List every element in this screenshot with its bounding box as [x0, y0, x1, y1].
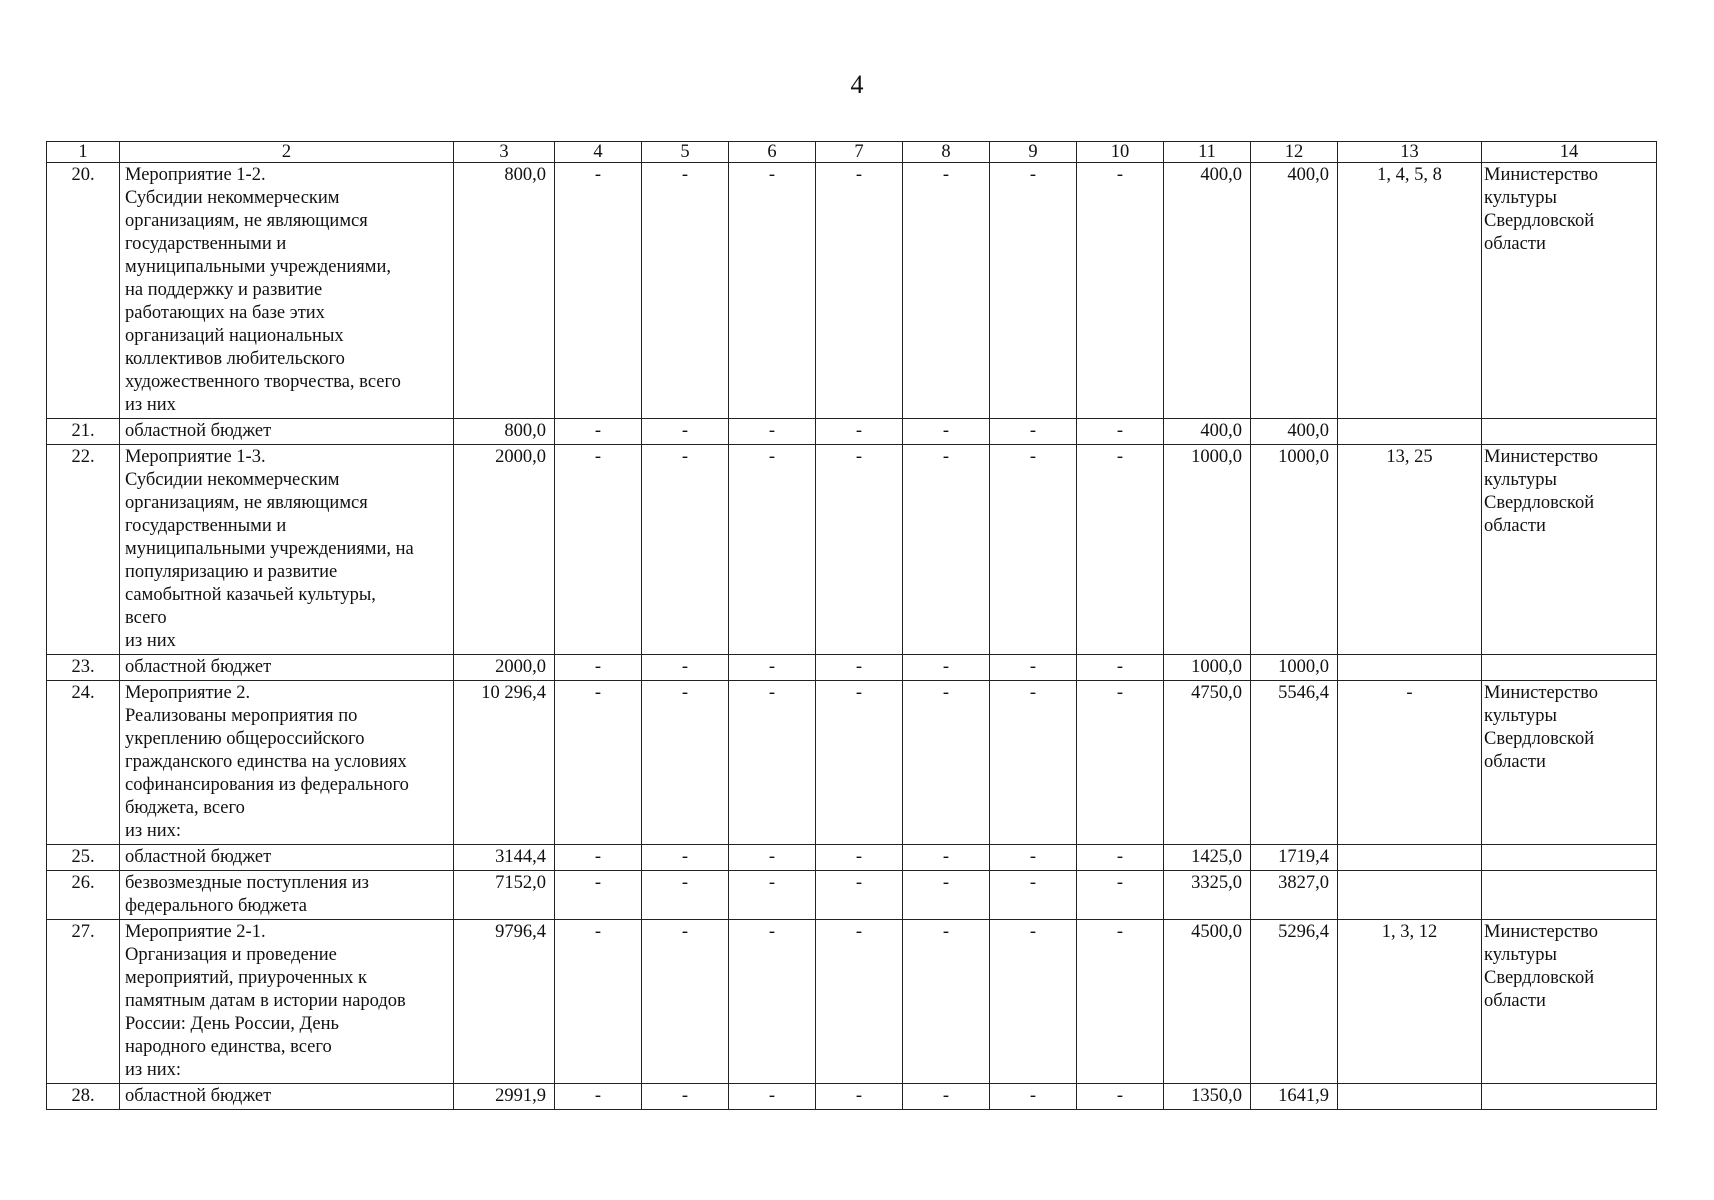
responsible-line: Свердловской [1484, 968, 1595, 988]
description-cell [120, 1084, 454, 1110]
col9-cell: - [990, 871, 1077, 920]
col11-cell: 3325,0 [1164, 871, 1251, 920]
column-header: 1 [47, 142, 120, 163]
targets-cell [1338, 1084, 1482, 1110]
col10-cell: - [1077, 1084, 1164, 1110]
col7-cell: - [816, 845, 903, 871]
table-row [47, 681, 1657, 845]
col9-cell: - [990, 445, 1077, 655]
col5-cell: - [642, 655, 729, 681]
col7-cell: - [816, 163, 903, 419]
description-line: бюджета, всего [125, 798, 245, 818]
page-number: 4 [850, 70, 864, 99]
total-cell: 7152,0 [454, 871, 555, 920]
row-number-cell: 23. [47, 655, 120, 681]
col11-cell: 1000,0 [1164, 655, 1251, 681]
col6-cell: - [729, 419, 816, 445]
description-cell [120, 163, 454, 419]
responsible-line: области [1484, 752, 1546, 772]
col11-cell: 4500,0 [1164, 920, 1251, 1084]
col12-cell: 400,0 [1251, 163, 1338, 419]
col7-cell: - [816, 1084, 903, 1110]
description-line: областной бюджет [125, 1086, 272, 1106]
col9-cell: - [990, 920, 1077, 1084]
table-row [47, 920, 1657, 1084]
col4-cell: - [555, 871, 642, 920]
col12-cell: 1000,0 [1251, 655, 1338, 681]
responsible-cell [1482, 871, 1657, 920]
col5-cell: - [642, 1084, 729, 1110]
targets-cell: 1, 3, 12 [1338, 920, 1482, 1084]
description-line: государственными и [125, 516, 287, 536]
col10-cell: - [1077, 445, 1164, 655]
total-cell: 3144,4 [454, 845, 555, 871]
col8-cell: - [903, 445, 990, 655]
responsible-cell [1482, 445, 1657, 655]
column-header: 6 [729, 142, 816, 163]
col12-cell: 1719,4 [1251, 845, 1338, 871]
responsible-line: Свердловской [1484, 211, 1595, 231]
col4-cell: - [555, 655, 642, 681]
col4-cell: - [555, 1084, 642, 1110]
col10-cell: - [1077, 920, 1164, 1084]
description-line: Субсидии некоммерческим [125, 188, 340, 208]
responsible-cell [1482, 655, 1657, 681]
responsible-line: Министерство [1484, 165, 1599, 185]
row-number-cell: 28. [47, 1084, 120, 1110]
description-line: Мероприятие 2-1. [125, 922, 266, 942]
col8-cell: - [903, 163, 990, 419]
table-row [47, 1084, 1657, 1110]
description-line: популяризацию и развитие [125, 562, 338, 582]
targets-cell [1338, 655, 1482, 681]
col4-cell: - [555, 845, 642, 871]
col9-cell: - [990, 845, 1077, 871]
col10-cell: - [1077, 655, 1164, 681]
description-line: из них: [125, 1060, 182, 1080]
total-cell: 800,0 [454, 163, 555, 419]
description-line: гражданского единства на условиях [125, 752, 407, 772]
col7-cell: - [816, 419, 903, 445]
column-header: 12 [1251, 142, 1338, 163]
description-line: из них: [125, 821, 182, 841]
row-number-cell: 21. [47, 419, 120, 445]
targets-cell: 13, 25 [1338, 445, 1482, 655]
responsible-cell [1482, 419, 1657, 445]
table-row [47, 871, 1657, 920]
description-line: областной бюджет [125, 847, 272, 867]
col11-cell: 4750,0 [1164, 681, 1251, 845]
description-line: муниципальными учреждениями, на [125, 539, 414, 559]
col8-cell: - [903, 655, 990, 681]
row-number-cell: 26. [47, 871, 120, 920]
description-line: народного единства, всего [125, 1037, 332, 1057]
description-line: Мероприятие 2. [125, 683, 251, 703]
column-header: 4 [555, 142, 642, 163]
description-line: из них [125, 395, 176, 415]
description-line: Мероприятие 1-2. [125, 165, 266, 185]
col12-cell: 400,0 [1251, 419, 1338, 445]
col8-cell: - [903, 681, 990, 845]
col6-cell: - [729, 871, 816, 920]
col7-cell: - [816, 681, 903, 845]
description-line: коллективов любительского [125, 349, 345, 369]
responsible-cell [1482, 681, 1657, 845]
col6-cell: - [729, 163, 816, 419]
responsible-line: области [1484, 516, 1546, 536]
col12-cell: 1000,0 [1251, 445, 1338, 655]
col11-cell: 400,0 [1164, 163, 1251, 419]
description-line: работающих на базе этих [125, 303, 325, 323]
responsible-line: культуры [1484, 945, 1557, 965]
col8-cell: - [903, 419, 990, 445]
description-line: софинансирования из федерального [125, 775, 409, 795]
column-header: 3 [454, 142, 555, 163]
targets-cell [1338, 845, 1482, 871]
description-line: муниципальными учреждениями, [125, 257, 392, 277]
col5-cell: - [642, 871, 729, 920]
col10-cell: - [1077, 871, 1164, 920]
description-line: России: День России, День [125, 1014, 339, 1034]
responsible-line: Министерство [1484, 683, 1599, 703]
total-cell: 10 296,4 [454, 681, 555, 845]
description-cell [120, 419, 454, 445]
description-line: Реализованы мероприятия по [125, 706, 358, 726]
responsible-line: области [1484, 234, 1546, 254]
column-header: 14 [1482, 142, 1657, 163]
col11-cell: 1350,0 [1164, 1084, 1251, 1110]
responsible-line: области [1484, 991, 1546, 1011]
responsible-cell [1482, 163, 1657, 419]
col5-cell: - [642, 920, 729, 1084]
col8-cell: - [903, 871, 990, 920]
col12-cell: 5296,4 [1251, 920, 1338, 1084]
description-line: всего [125, 608, 167, 628]
col8-cell: - [903, 845, 990, 871]
targets-cell [1338, 419, 1482, 445]
col12-cell: 5546,4 [1251, 681, 1338, 845]
col4-cell: - [555, 445, 642, 655]
col10-cell: - [1077, 681, 1164, 845]
table-header-row [47, 142, 1657, 163]
col7-cell: - [816, 655, 903, 681]
col5-cell: - [642, 419, 729, 445]
column-header: 9 [990, 142, 1077, 163]
col11-cell: 400,0 [1164, 419, 1251, 445]
col6-cell: - [729, 920, 816, 1084]
description-line: организаций национальных [125, 326, 344, 346]
col10-cell: - [1077, 163, 1164, 419]
col5-cell: - [642, 845, 729, 871]
table-row [47, 445, 1657, 655]
col11-cell: 1425,0 [1164, 845, 1251, 871]
description-line: государственными и [125, 234, 287, 254]
col4-cell: - [555, 681, 642, 845]
col7-cell: - [816, 871, 903, 920]
total-cell: 9796,4 [454, 920, 555, 1084]
targets-cell [1338, 871, 1482, 920]
description-line: Субсидии некоммерческим [125, 470, 340, 490]
col4-cell: - [555, 419, 642, 445]
description-line: организациям, не являющимся [125, 493, 368, 513]
targets-cell: - [1338, 681, 1482, 845]
row-number-cell: 25. [47, 845, 120, 871]
table-row [47, 419, 1657, 445]
column-header: 5 [642, 142, 729, 163]
description-line: областной бюджет [125, 421, 272, 441]
description-cell [120, 845, 454, 871]
row-number-cell: 24. [47, 681, 120, 845]
col4-cell: - [555, 920, 642, 1084]
col12-cell: 3827,0 [1251, 871, 1338, 920]
total-cell: 2991,9 [454, 1084, 555, 1110]
col5-cell: - [642, 445, 729, 655]
table-row [47, 845, 1657, 871]
column-header: 8 [903, 142, 990, 163]
description-line: Организация и проведение [125, 945, 337, 965]
description-line: организациям, не являющимся [125, 211, 368, 231]
description-line: федерального бюджета [125, 896, 308, 916]
col6-cell: - [729, 681, 816, 845]
col7-cell: - [816, 445, 903, 655]
description-line: из них [125, 631, 176, 651]
col6-cell: - [729, 655, 816, 681]
description-line: памятным датам в истории народов [125, 991, 406, 1011]
description-line: безвозмездные поступления из [125, 873, 369, 893]
table-row [47, 655, 1657, 681]
col5-cell: - [642, 681, 729, 845]
total-cell: 2000,0 [454, 445, 555, 655]
col8-cell: - [903, 1084, 990, 1110]
row-number-cell: 20. [47, 163, 120, 419]
description-cell [120, 681, 454, 845]
col7-cell: - [816, 920, 903, 1084]
col6-cell: - [729, 845, 816, 871]
description-line: художественного творчества, всего [125, 372, 401, 392]
col12-cell: 1641,9 [1251, 1084, 1338, 1110]
description-line: мероприятий, приуроченных к [125, 968, 368, 988]
col10-cell: - [1077, 419, 1164, 445]
responsible-cell [1482, 920, 1657, 1084]
description-line: Мероприятие 1-3. [125, 447, 266, 467]
responsible-line: Свердловской [1484, 729, 1595, 749]
col11-cell: 1000,0 [1164, 445, 1251, 655]
col6-cell: - [729, 1084, 816, 1110]
col6-cell: - [729, 445, 816, 655]
col4-cell: - [555, 163, 642, 419]
col9-cell: - [990, 655, 1077, 681]
description-cell [120, 445, 454, 655]
col9-cell: - [990, 163, 1077, 419]
description-cell [120, 920, 454, 1084]
responsible-line: культуры [1484, 188, 1557, 208]
column-header: 11 [1164, 142, 1251, 163]
responsible-line: Министерство [1484, 922, 1599, 942]
column-header: 10 [1077, 142, 1164, 163]
total-cell: 2000,0 [454, 655, 555, 681]
description-line: самобытной казачьей культуры, [125, 585, 376, 605]
column-header: 2 [120, 142, 454, 163]
col9-cell: - [990, 419, 1077, 445]
col9-cell: - [990, 1084, 1077, 1110]
column-header: 13 [1338, 142, 1482, 163]
responsible-cell [1482, 1084, 1657, 1110]
description-cell [120, 655, 454, 681]
column-header: 7 [816, 142, 903, 163]
col8-cell: - [903, 920, 990, 1084]
col9-cell: - [990, 681, 1077, 845]
description-line: укреплению общероссийского [125, 729, 365, 749]
description-line: на поддержку и развитие [125, 280, 323, 300]
row-number-cell: 22. [47, 445, 120, 655]
total-cell: 800,0 [454, 419, 555, 445]
col5-cell: - [642, 163, 729, 419]
responsible-cell [1482, 845, 1657, 871]
col10-cell: - [1077, 845, 1164, 871]
targets-cell: 1, 4, 5, 8 [1338, 163, 1482, 419]
table-row [47, 163, 1657, 419]
budget-table [46, 141, 1657, 1110]
description-cell [120, 871, 454, 920]
row-number-cell: 27. [47, 920, 120, 1084]
responsible-line: культуры [1484, 706, 1557, 726]
responsible-line: Свердловской [1484, 493, 1595, 513]
responsible-line: Министерство [1484, 447, 1599, 467]
responsible-line: культуры [1484, 470, 1557, 490]
description-line: областной бюджет [125, 657, 272, 677]
